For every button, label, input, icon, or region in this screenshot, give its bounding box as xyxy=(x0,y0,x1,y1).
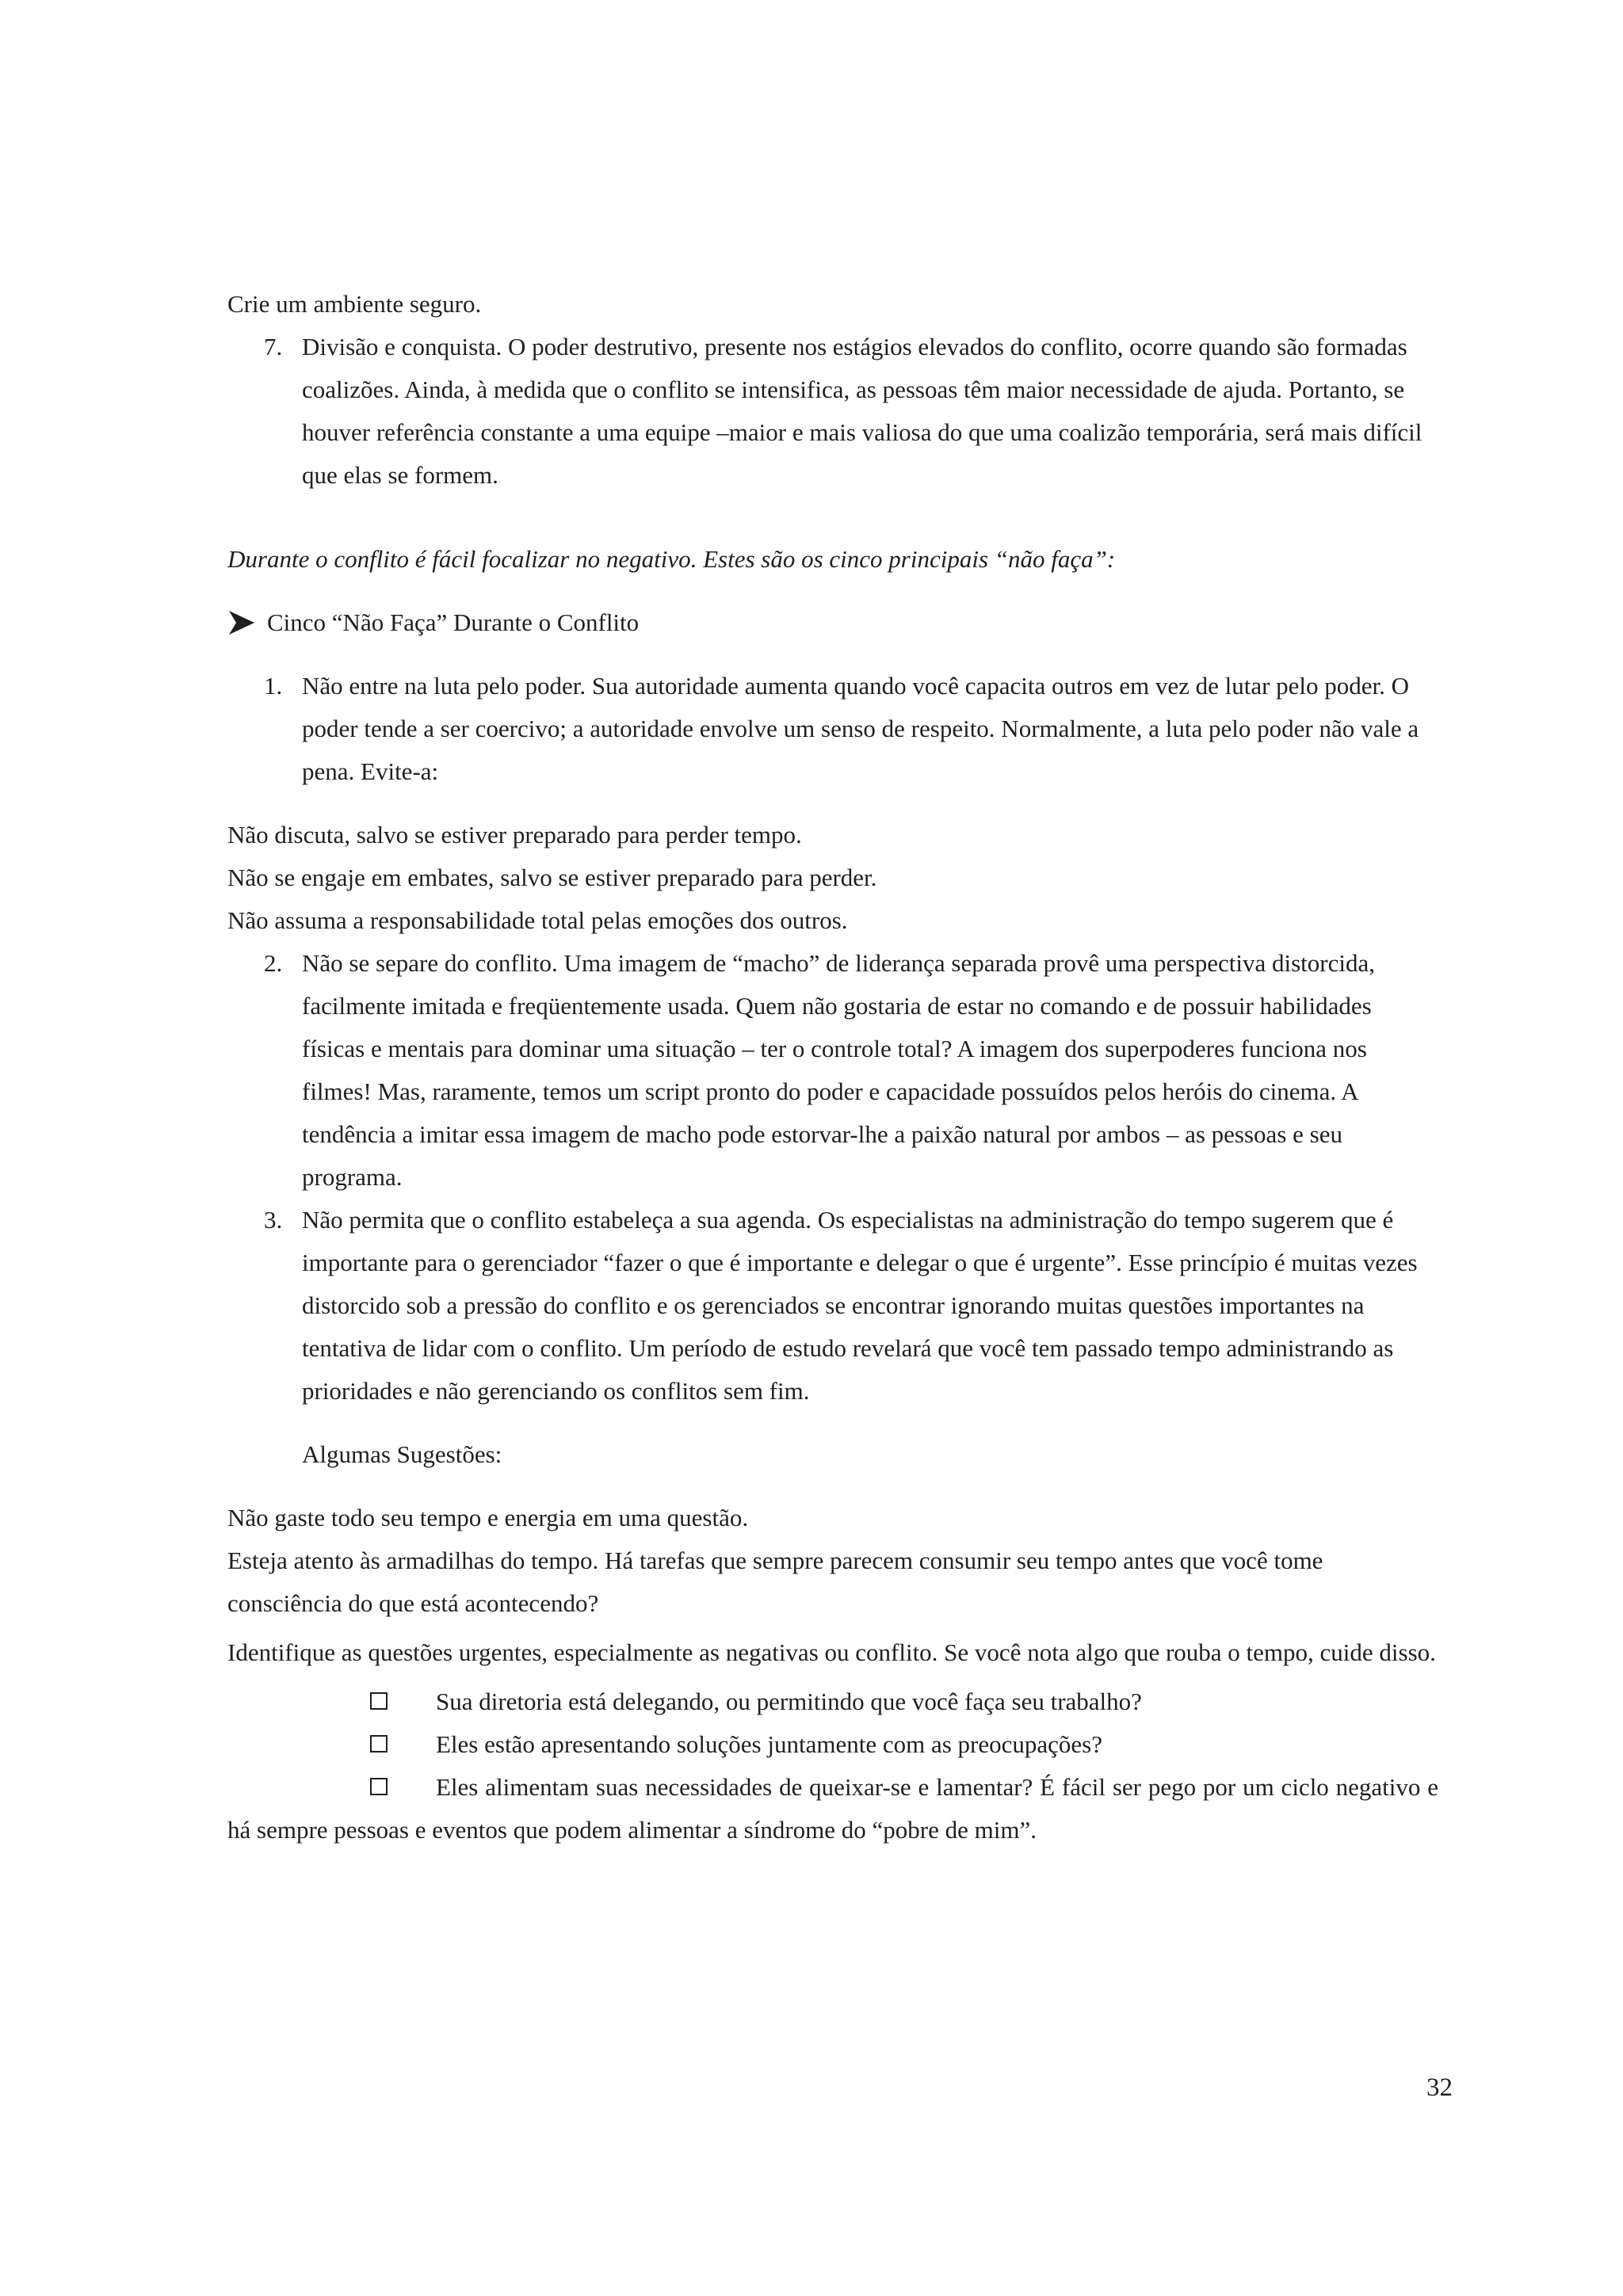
avoid-line: Não assuma a responsabilidade total pelas emoções dos outros. xyxy=(227,906,848,934)
list-item-text: Não permita que o conflito estabeleça a sua agenda. Os especialistas na administração do tempo sugerem que é importante para o gerenciador “fazer o que é importante e delegar o que é urgente”. Esse princípio é muitas vezes distorcido sob a pressão do conflito e os gerenciados se encontrar ignorando muitas questões importantes na tentativa de lidar com o conflito. Um período de estudo revelará que você tem passado tempo administrando as prioridades e não gerenciando os conflitos sem fim. xyxy=(302,1206,1418,1405)
page-content xyxy=(227,283,1438,1852)
checklist-item xyxy=(227,1680,1438,1723)
checklist-text: Sua diretoria está delegando, ou permitindo que você faça seu trabalho? xyxy=(436,1688,1142,1715)
avoid-line: Não se engaje em embates, salvo se estiver preparado para perder. xyxy=(227,864,877,891)
section-heading xyxy=(227,601,1438,644)
suggestion-line: Esteja atento às armadilhas do tempo. Há tarefas que sempre parecem consumir seu tempo antes que você tome consciência do que está acontecendo? xyxy=(227,1547,1323,1617)
avoid-line: Não discuta, salvo se estiver preparado para perder tempo. xyxy=(227,821,802,849)
list-item-1 xyxy=(227,665,1438,793)
intro-line: Crie um ambiente seguro. xyxy=(227,290,482,318)
checkbox-icon xyxy=(370,1778,388,1795)
list-item-2 xyxy=(227,942,1438,1199)
list-item-text: Divisão e conquista. O poder destrutivo, presente nos estágios elevados do conflito, ocorre quando são formadas coalizões. Ainda, à medida que o conflito se intensifica, as pessoas têm maior necessidade de ajuda. Portanto, se houver referência constante a uma equipe –maior e mais valiosa do que uma coalizão temporária, será mais difícil que elas se formem. xyxy=(302,333,1423,489)
list-item-text: Não se separe do conflito. Uma imagem de “macho” de liderança separada provê uma perspectiva distorcida, facilmente imitada e freqüentemente usada. Quem não gostaria de estar no comando e de possuir habilidades físicas e mentais para dominar uma situação – ter o controle total? A imagem dos superpoderes funciona nos filmes! Mas, raramente, temos um script pronto do poder e capacidade possuídos pelos heróis do cinema. A tendência a imitar essa imagem de macho pode estorvar-lhe a paixão natural por ambos – as pessoas e seu programa. xyxy=(302,949,1375,1191)
checkbox-icon xyxy=(370,1692,388,1710)
suggestions-heading: Algumas Sugestões: xyxy=(302,1440,502,1468)
arrowhead-bullet-icon xyxy=(227,609,256,636)
section-heading-text: Cinco “Não Faça” Durante o Conflito xyxy=(267,608,640,636)
checkbox-icon xyxy=(370,1735,388,1753)
checklist-text: Eles alimentam suas necessidades de queixar-se e lamentar? É fácil ser pego por um ciclo negativo e há sempre pessoas e eventos que podem alimentar a síndrome do “pobre de mim”. xyxy=(227,1773,1438,1844)
italic-intro: Durante o conflito é fácil focalizar no negativo. Estes são os cinco principais “não faça”: xyxy=(227,545,1116,573)
list-number: 2. xyxy=(264,949,283,977)
checklist-item xyxy=(227,1766,1438,1852)
page-number: 32 xyxy=(1426,2073,1453,2102)
checklist-text: Eles estão apresentando soluções juntamente com as preocupações? xyxy=(436,1730,1102,1758)
list-number: 7. xyxy=(264,333,283,360)
identify-paragraph: Identifique as questões urgentes, especialmente as negativas ou conflito. Se você nota algo que rouba o tempo, cuide disso. xyxy=(227,1638,1436,1666)
list-item-7 xyxy=(227,326,1438,497)
suggestion-line: Não gaste todo seu tempo e energia em uma questão. xyxy=(227,1504,749,1531)
checklist-item xyxy=(227,1723,1438,1766)
list-item-3 xyxy=(227,1199,1438,1413)
list-item-text: Não entre na luta pelo poder. Sua autoridade aumenta quando você capacita outros em vez de lutar pelo poder. O poder tende a ser coercivo; a autoridade envolve um senso de respeito. Normalmente, a luta pelo poder não vale a pena. Evite-a: xyxy=(302,672,1419,785)
list-number: 1. xyxy=(264,672,283,700)
list-number: 3. xyxy=(264,1206,283,1234)
